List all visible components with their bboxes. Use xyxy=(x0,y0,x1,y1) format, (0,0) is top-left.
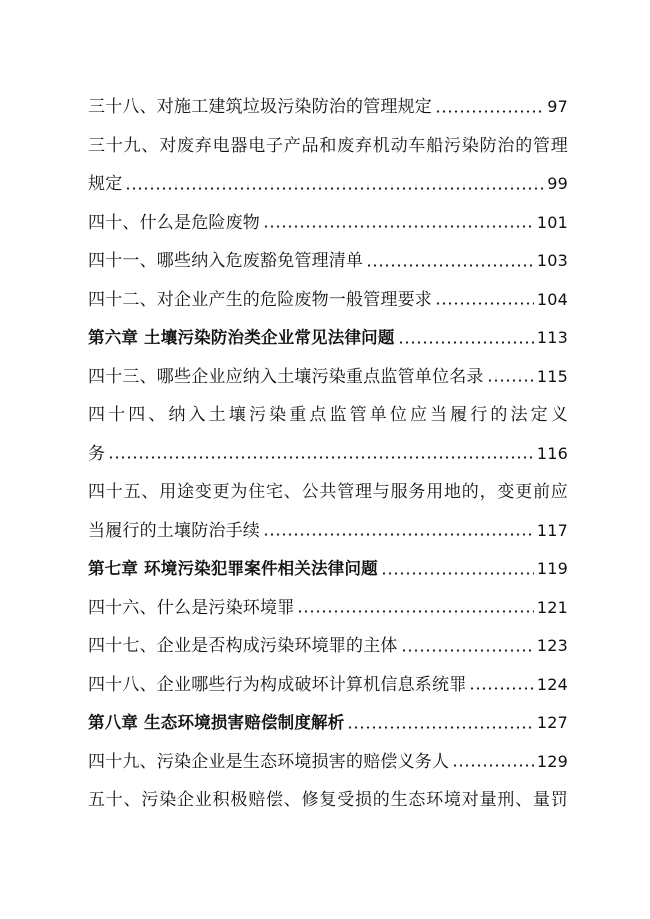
toc-page-number: 113 xyxy=(536,328,568,347)
dot-leader xyxy=(401,649,534,652)
dot-leader xyxy=(125,187,544,190)
dot-leader xyxy=(366,264,534,267)
dot-leader xyxy=(297,610,533,613)
toc-chapter-8[interactable] xyxy=(88,704,568,743)
toc-page-number: 117 xyxy=(536,520,568,540)
toc-entry-title: 四十六、什么是污染环境罪 xyxy=(88,597,295,618)
toc-entry-title-cont: 当履行的土壤防治手续 xyxy=(88,520,260,541)
dot-leader xyxy=(452,764,534,767)
toc-page-number: 127 xyxy=(536,713,568,732)
toc-entry-38[interactable] xyxy=(88,88,568,127)
toc-chapter-6[interactable] xyxy=(88,319,568,358)
toc-entry-title: 五十、污染企业积极赔偿、修复受损的生态环境对量刑、量罚 xyxy=(88,790,568,810)
toc-page-number: 124 xyxy=(536,674,568,694)
toc-entry-title-cont: 务 xyxy=(88,443,106,464)
toc-entry-49[interactable] xyxy=(88,743,568,782)
dot-leader xyxy=(469,687,533,690)
toc-entry-title: 四十三、哪些企业应纳入土壤污染重点监管单位名录 xyxy=(88,366,484,387)
toc-entry-title: 四十二、对企业产生的危险废物一般管理要求 xyxy=(88,289,432,310)
toc-entry-46[interactable] xyxy=(88,589,568,628)
toc-page-number: 119 xyxy=(536,559,568,578)
toc-page-number: 97 xyxy=(547,97,568,116)
table-of-contents xyxy=(88,88,568,820)
toc-chapter-title: 第六章 土壤污染防治类企业常见法律问题 xyxy=(88,328,395,347)
toc-entry-39[interactable] xyxy=(88,127,568,204)
toc-entry-title: 四十一、哪些纳入危废豁免管理清单 xyxy=(88,251,364,271)
dot-leader xyxy=(108,456,534,459)
toc-page-number: 116 xyxy=(536,443,568,463)
toc-chapter-title: 第八章 生态环境损害赔偿制度解析 xyxy=(88,713,345,732)
toc-entry-43[interactable] xyxy=(88,358,568,397)
dot-leader xyxy=(435,302,534,305)
toc-entry-title: 四十五、用途变更为住宅、公共管理与服务用地的，变更前应 xyxy=(88,482,568,502)
toc-page-number: 123 xyxy=(536,636,568,655)
toc-entry-title: 三十八、对施工建筑垃圾污染防治的管理规定 xyxy=(88,97,432,117)
toc-entry-title: 四十九、污染企业是生态环境损害的赔偿义务人 xyxy=(88,751,450,772)
toc-page-number: 115 xyxy=(536,366,568,386)
toc-chapter-title: 第七章 环境污染犯罪案件相关法律问题 xyxy=(88,559,378,578)
toc-entry-47[interactable] xyxy=(88,627,568,666)
toc-chapter-7[interactable] xyxy=(88,550,568,589)
toc-page-number: 101 xyxy=(536,212,568,232)
toc-page-number: 104 xyxy=(536,289,568,309)
dot-leader xyxy=(487,379,534,382)
toc-entry-title: 四十四、纳入土壤污染重点监管单位应当履行的法定义 xyxy=(88,405,568,425)
dot-leader xyxy=(435,110,544,113)
toc-entry-48[interactable] xyxy=(88,666,568,705)
toc-entry-50[interactable] xyxy=(88,781,568,820)
dot-leader xyxy=(381,572,534,575)
toc-entry-title: 四十八、企业哪些行为构成破坏计算机信息系统罪 xyxy=(88,674,467,695)
dot-leader xyxy=(398,341,534,344)
toc-page-number: 103 xyxy=(536,251,568,270)
toc-entry-41[interactable] xyxy=(88,242,568,281)
toc-entry-45[interactable] xyxy=(88,473,568,550)
toc-entry-title: 三十九、对废弃电器电子产品和废弃机动车船污染防治的管理 xyxy=(88,135,568,156)
toc-page-number: 121 xyxy=(536,597,568,617)
dot-leader xyxy=(263,533,534,536)
toc-page-number: 99 xyxy=(547,174,568,193)
toc-page-number: 129 xyxy=(536,751,568,771)
dot-leader xyxy=(263,225,534,228)
toc-entry-title-cont: 规定 xyxy=(88,174,123,194)
dot-leader xyxy=(347,726,533,729)
toc-entry-44[interactable] xyxy=(88,396,568,473)
toc-entry-40[interactable] xyxy=(88,204,568,243)
toc-entry-42[interactable] xyxy=(88,281,568,320)
toc-entry-title: 四十、什么是危险废物 xyxy=(88,212,260,233)
toc-entry-title: 四十七、企业是否构成污染环境罪的主体 xyxy=(88,636,398,656)
